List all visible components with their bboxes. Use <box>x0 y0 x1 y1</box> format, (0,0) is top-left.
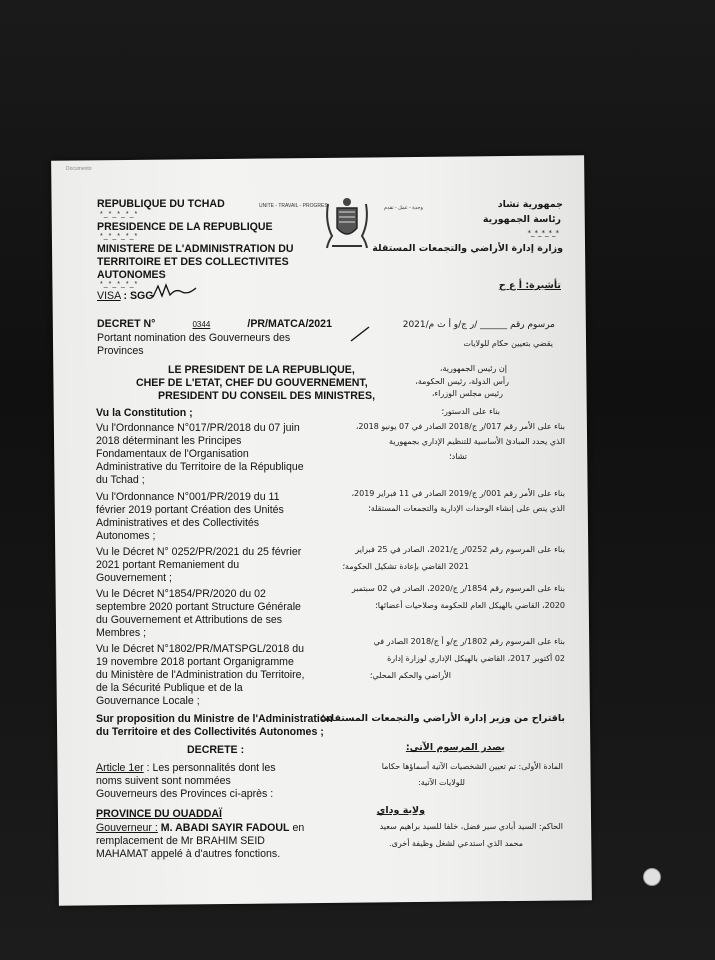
vu-4-line-2: 2021 portant Remaniement du <box>96 559 240 571</box>
governor-line-2: remplacement de Mr BRAHIM SEID <box>96 835 265 847</box>
vu-4-line-3: Gouvernement ; <box>96 572 172 584</box>
ar-governor-b: محمد الذي استدعي لشغل وظيفة أخرى. <box>389 839 523 848</box>
ar-proposal: باقتراح من وزير إدارة الأراضي والتجمعات المستقلة؛ <box>321 713 565 724</box>
president-ar-2: رأس الدولة، رئيس الحكومة، <box>415 377 509 386</box>
visa-ar: تأشيرة: أ ع ح <box>498 280 561 291</box>
republic-title-ar: جمهورية تشاد <box>497 199 563 210</box>
article-1-line-1: Article 1er : Les personnalités dont les <box>96 762 276 774</box>
vu-2-line-3: Fondamentaux de l'Organisation <box>96 448 249 460</box>
ar-vu-2c: تشاد؛ <box>449 452 467 461</box>
header-stars-ar: *_*_*_*_* <box>527 229 559 237</box>
president-ar-3: رئيس مجلس الوزراء، <box>431 389 503 398</box>
ar-vu-6b: 02 أكتوبر 2017، القاضي بالهيكل الإداري لوزارة إدارة <box>387 654 565 663</box>
president-ar-1: إن رئيس الجمهورية، <box>439 364 507 373</box>
ar-governor-a: الحاكم: السيد أبادي سير فضل، خلفا للسيد براهيم سعيد <box>379 822 563 831</box>
decree-number-ar: مرسوم رقم ______ /ر ج/و أ ت م/2021 <box>402 320 555 330</box>
ar-province: ولاية وداي <box>376 805 425 816</box>
ar-vu-6a: بناء على المرسوم رقم 1802/ر ج/و أ ج/2018 الصادر في <box>373 637 565 646</box>
page-marker <box>643 868 661 886</box>
ar-vu-3a: بناء على الأمر رقم 001/ر ج/2019 الصادر في 11 فبراير 2019، <box>351 489 565 498</box>
ar-vu-6c: الأراضي والحكم المحلي؛ <box>369 671 451 680</box>
vu-5-line-2: septembre 2020 portant Structure Générale <box>96 601 301 613</box>
vu-3-line-4: Autonomes ; <box>96 530 156 542</box>
ar-vu-4a: بناء على المرسوم رقم 0252/ر ج/2021، الصادر في 25 فبراير <box>355 545 565 554</box>
ar-vu-1: بناء على الدستور؛ <box>441 407 500 416</box>
vu-2-line-5: du Tchad ; <box>96 474 145 486</box>
initial-mark <box>349 323 371 345</box>
header-stars-3: *_*_*_*_* <box>100 281 139 288</box>
vu-1: Vu la Constitution ; <box>96 407 193 419</box>
president-line-3: PRESIDENT DU CONSEIL DES MINISTRES, <box>158 390 376 402</box>
republic-title: REPUBLIQUE DU TCHAD <box>97 198 225 210</box>
vu-6-line-3: du Ministère de l'Administration du Territoire, <box>96 669 305 681</box>
proposal-line-2: du Territoire et des Collectivités Autonomes ; <box>96 726 324 738</box>
presidency-title-ar: رئاسة الجمهورية <box>482 214 561 225</box>
vu-3-line-2: février 2019 portant Création des Unités <box>96 504 284 516</box>
ar-vu-2a: بناء على الأمر رقم 017/ر ج/2018 الصادر في 07 يونيو 2018، <box>355 422 565 431</box>
ministry-line-1: MINISTERE DE L'ADMINISTRATION DU <box>97 243 294 255</box>
header-stars-1: *_*_*_*_* <box>100 211 139 218</box>
province-heading: PROVINCE DU OUADDAÏ <box>96 808 222 820</box>
vu-5-line-1: Vu le Décret N°1854/PR/2020 du 02 <box>96 588 266 600</box>
vu-2-line-2: 2018 déterminant les Principes <box>96 435 242 447</box>
presidency-title: PRESIDENCE DE LA REPUBLIQUE <box>97 221 273 233</box>
ar-vu-2b: الذي يحدد المبادئ الأساسية للتنظيم الإداري بجمهورية <box>389 437 565 446</box>
governor-line-1: Gouverneur : M. ABADI SAYIR FADOUL en <box>96 822 305 834</box>
ar-article-1a: المادة الأولى: تم تعيين الشخصيات الآتية أسماؤها حكاما <box>381 762 563 771</box>
vu-3-line-1: Vu l'Ordonnance N°001/PR/2019 du 11 <box>96 491 280 503</box>
ar-article-1b: للولايات الآتية: <box>418 778 465 787</box>
margin-note: Documento <box>66 166 92 172</box>
vu-3-line-3: Administratives et des Collectivités <box>96 517 260 529</box>
decree-subject-2: Provinces <box>97 345 144 357</box>
vu-5-line-4: Membres ; <box>96 627 147 639</box>
decrete-heading: DECRETE : <box>187 744 245 756</box>
vu-5-line-3: du Gouvernement et Attributions de ses <box>96 614 283 626</box>
ministry-title-ar: وزارة إدارة الأراضي والتجمعات المستقلة <box>372 243 563 254</box>
governor-line-3: MAHAMAT appelé à d'autres fonctions. <box>96 848 281 860</box>
decree-subject-1: Portant nomination des Gouverneurs des <box>97 332 291 344</box>
coat-of-arms-icon <box>322 196 372 252</box>
header-stars-2: *_*_*_*_* <box>100 233 139 240</box>
article-1-line-3: Gouverneurs des Provinces ci-après : <box>96 788 274 800</box>
decree-number-line: DECRET N° 0344 /PR/MATCA/2021 <box>97 318 332 330</box>
motto-fr: UNITE - TRAVAIL - PROGRES <box>259 203 328 209</box>
vu-2-line-4: Administrative du Territoire de la République <box>96 461 304 473</box>
ar-vu-4b: 2021 القاضي بإعادة تشكيل الحكومة؛ <box>342 562 469 571</box>
ar-vu-5a: بناء على المرسوم رقم 1854/ر ج/2020، الصادر في 02 سبتمبر <box>351 584 565 593</box>
president-line-1: LE PRESIDENT DE LA REPUBLIQUE, <box>168 364 355 376</box>
ar-vu-5b: 2020، القاضي بالهيكل العام للحكومة وصلاحيات أعضائها؛ <box>375 601 565 610</box>
decree-subject-ar: يقضي بتعيين حكام للولايات <box>463 339 553 348</box>
vu-6-line-1: Vu le Décret N°1802/PR/MATSPGL/2018 du <box>96 643 304 655</box>
president-line-2: CHEF DE L'ETAT, CHEF DU GOUVERNEMENT, <box>136 377 368 389</box>
ar-vu-3b: الذي ينص على إنشاء الوحدات الإدارية والتجمعات المستقلة؛ <box>368 504 565 513</box>
proposal-line-1: Sur proposition du Ministre de l'Administration <box>96 713 333 725</box>
vu-4-line-1: Vu le Décret N° 0252/PR/2021 du 25 février <box>96 546 302 558</box>
vu-2-line-1: Vu l'Ordonnance N°017/PR/2018 du 07 juin <box>96 422 300 434</box>
motto-ar: وحدة - عمل - تقدم <box>384 205 423 211</box>
vu-6-line-4: de la Sécurité Publique et de la <box>96 682 243 694</box>
article-1-line-2: noms suivent sont nommées <box>96 775 231 787</box>
visa-line: VISA : SGG <box>97 290 154 302</box>
vu-6-line-5: Gouvernance Locale ; <box>96 695 200 707</box>
vu-6-line-2: 19 novembre 2018 portant Organigramme <box>96 656 294 668</box>
ar-decrete: يصدر المرسوم الآتي: <box>405 742 505 753</box>
ministry-line-2: TERRITOIRE ET DES COLLECTIVITES <box>97 256 289 268</box>
signature-initials <box>150 282 200 302</box>
ministry-line-3: AUTONOMES <box>97 269 166 281</box>
